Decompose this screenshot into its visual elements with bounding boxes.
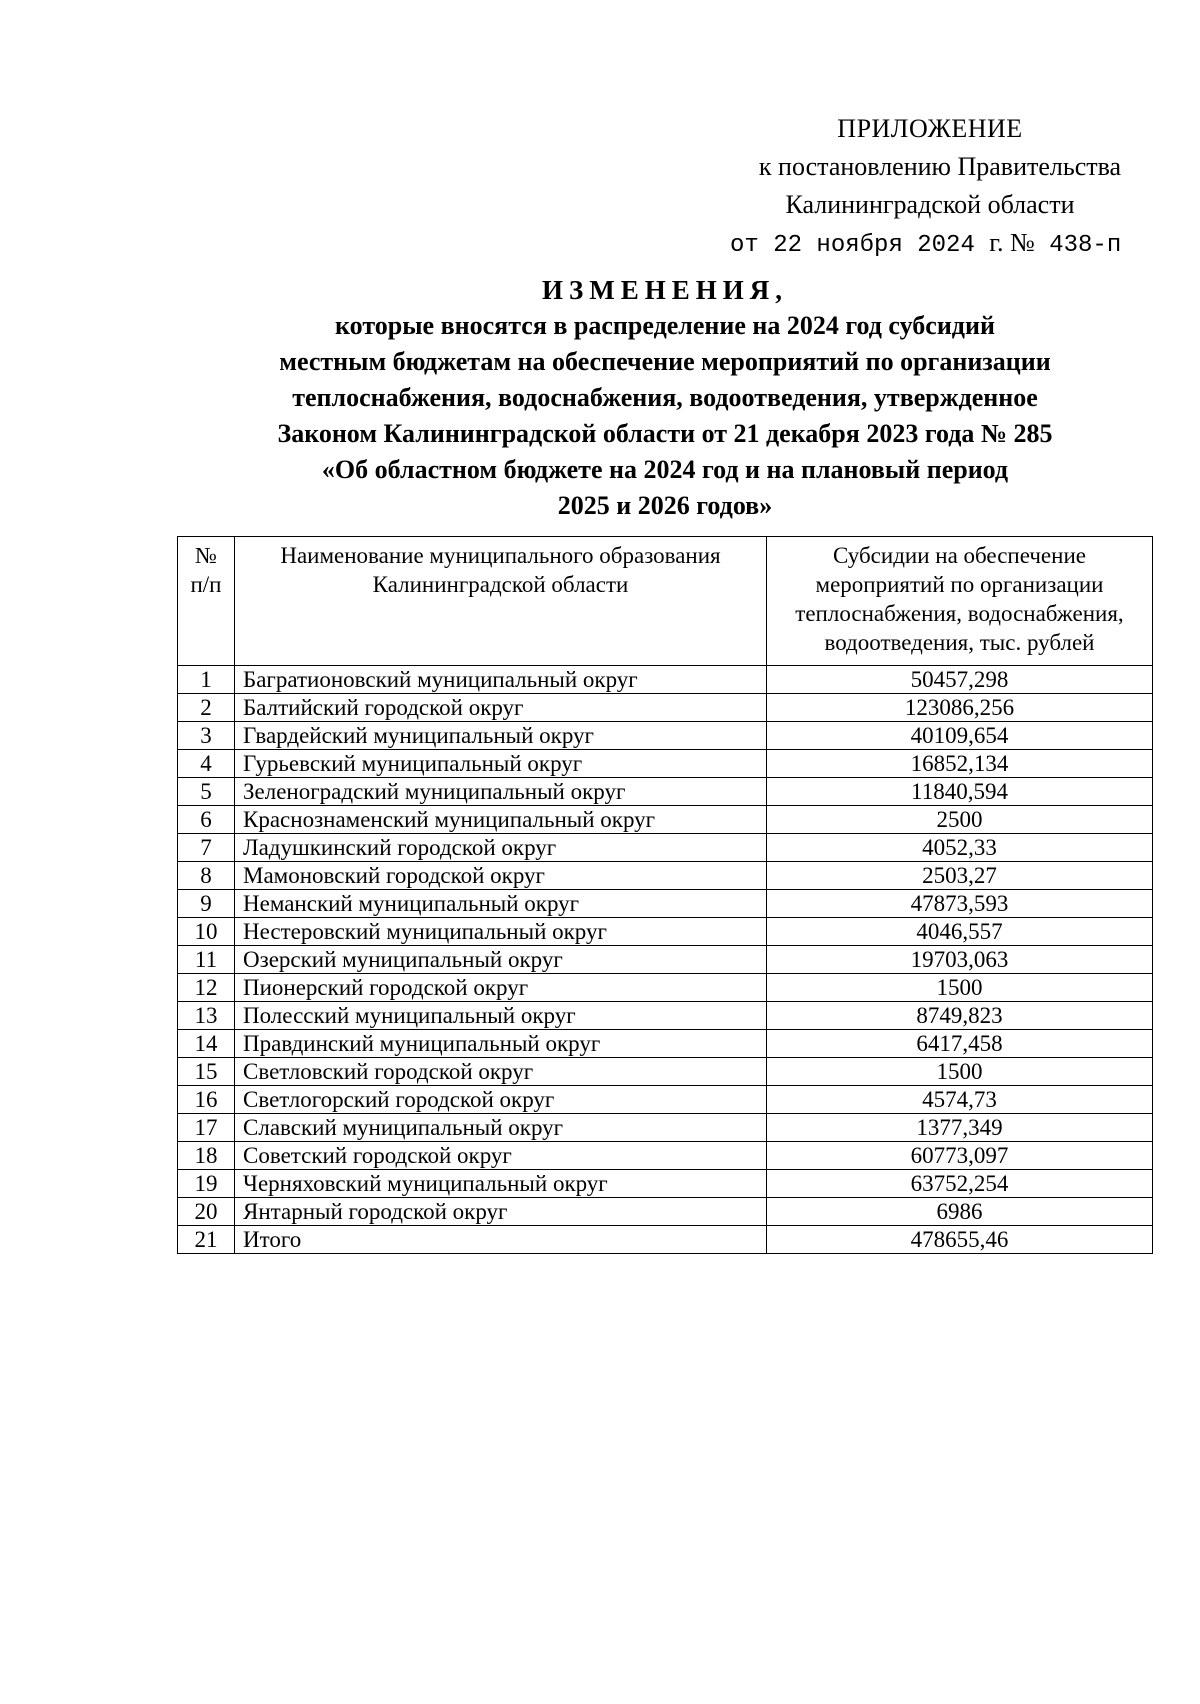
table-row (178, 1198, 1153, 1226)
table-row (178, 862, 1153, 890)
row-municipality: Светловский городской округ (235, 1058, 767, 1086)
subsidy-table (177, 536, 1153, 1254)
appendix-block (700, 110, 1160, 265)
table-row (178, 750, 1153, 778)
table-row (178, 1226, 1153, 1254)
row-municipality: Мамоновский городской округ (235, 862, 767, 890)
heading-line: которые вносятся в распределение на 2024 год субсидий (335, 311, 995, 340)
row-municipality: Гвардейский муниципальный округ (235, 722, 767, 750)
appendix-number: 438-п (1049, 232, 1122, 259)
heading-line: местным бюджетам на обеспечение мероприятий по организации (279, 347, 1051, 376)
table-row (178, 722, 1153, 750)
table-row (178, 1002, 1153, 1030)
row-number: 5 (178, 778, 235, 806)
row-municipality: Янтарный городской округ (235, 1198, 767, 1226)
header-subsidy-line: мероприятий по организации (815, 572, 1104, 597)
row-municipality: Неманский муниципальный округ (235, 890, 767, 918)
row-subsidy-value: 8749,823 (767, 1002, 1153, 1030)
table-row (178, 1114, 1153, 1142)
table-row (178, 666, 1153, 694)
row-subsidy-value: 2503,27 (767, 862, 1153, 890)
document-heading (160, 272, 1170, 524)
table-row (178, 946, 1153, 974)
row-municipality: Гурьевский муниципальный округ (235, 750, 767, 778)
row-municipality: Зеленоградский муниципальный округ (235, 778, 767, 806)
row-subsidy-value: 11840,594 (767, 778, 1153, 806)
row-number: 15 (178, 1058, 235, 1086)
header-subsidy (767, 537, 1153, 666)
heading-line: «Об областном бюджете на 2024 год и на плановый период (321, 455, 1009, 484)
row-subsidy-value: 6986 (767, 1198, 1153, 1226)
row-subsidy-value: 4052,33 (767, 834, 1153, 862)
row-municipality: Балтийский городской округ (235, 694, 767, 722)
row-municipality: Черняховский муниципальный округ (235, 1170, 767, 1198)
row-number: 20 (178, 1198, 235, 1226)
row-number: 8 (178, 862, 235, 890)
table-row (178, 1058, 1153, 1086)
row-municipality: Полесский муниципальный округ (235, 1002, 767, 1030)
row-number: 12 (178, 974, 235, 1002)
heading-line: теплоснабжения, водоснабжения, водоотведения, утвержденное (292, 383, 1038, 412)
row-number: 4 (178, 750, 235, 778)
row-subsidy-value: 19703,063 (767, 946, 1153, 974)
row-municipality: Славский муниципальный округ (235, 1114, 767, 1142)
row-number: 2 (178, 694, 235, 722)
header-municipality-line: Наименование муниципального образования (280, 543, 721, 568)
row-municipality: Светлогорский городской округ (235, 1086, 767, 1114)
table-row (178, 1030, 1153, 1058)
table-row (178, 918, 1153, 946)
row-subsidy-value: 60773,097 (767, 1142, 1153, 1170)
row-number: 19 (178, 1170, 235, 1198)
row-number: 18 (178, 1142, 235, 1170)
row-number: 3 (178, 722, 235, 750)
table-row (178, 1142, 1153, 1170)
row-subsidy-value: 40109,654 (767, 722, 1153, 750)
header-number-line: № (195, 543, 217, 568)
table-row (178, 778, 1153, 806)
row-number: 17 (178, 1114, 235, 1142)
row-municipality: Нестеровский муниципальный округ (235, 918, 767, 946)
row-subsidy-value: 4046,557 (767, 918, 1153, 946)
row-municipality: Краснознаменский муниципальный округ (235, 806, 767, 834)
header-number-line: п/п (190, 572, 222, 597)
row-subsidy-value: 1377,349 (767, 1114, 1153, 1142)
table-row (178, 1086, 1153, 1114)
row-municipality: Пионерский городской округ (235, 974, 767, 1002)
row-subsidy-value: 47873,593 (767, 890, 1153, 918)
row-subsidy-value: 63752,254 (767, 1170, 1153, 1198)
heading-line: 2025 и 2026 годов» (557, 491, 773, 520)
table-row (178, 834, 1153, 862)
appendix-date: 22 ноября 2024 (773, 232, 975, 259)
row-number: 13 (178, 1002, 235, 1030)
appendix-line-1: к постановлению Правительства (758, 152, 1122, 181)
row-number: 6 (178, 806, 235, 834)
table-body (178, 666, 1153, 1254)
heading-title: ИЗМЕНЕНИЯ, (541, 275, 788, 305)
row-subsidy-value: 1500 (767, 974, 1153, 1002)
heading-line: Законом Калининградской области от 21 декабря 2023 года № 285 (277, 419, 1053, 448)
header-municipality-line: Калининградской области (372, 572, 629, 597)
row-number: 16 (178, 1086, 235, 1114)
header-subsidy-line: водоотведения, тыс. рублей (824, 630, 1095, 655)
row-subsidy-value: 16852,134 (767, 750, 1153, 778)
row-subsidy-value: 1500 (767, 1058, 1153, 1086)
table-row (178, 806, 1153, 834)
row-municipality: Итого (235, 1226, 767, 1254)
appendix-date-line (700, 224, 1160, 265)
row-number: 11 (178, 946, 235, 974)
appendix-line-2: Калининградской области (785, 190, 1075, 219)
row-number: 9 (178, 890, 235, 918)
header-municipality (235, 537, 767, 666)
appendix-title: ПРИЛОЖЕНИЕ (837, 114, 1023, 143)
row-subsidy-value: 2500 (767, 806, 1153, 834)
row-number: 10 (178, 918, 235, 946)
row-number: 1 (178, 666, 235, 694)
header-number (178, 537, 235, 666)
row-number: 21 (178, 1226, 235, 1254)
row-subsidy-value: 123086,256 (767, 694, 1153, 722)
appendix-date-prefix: от (730, 232, 759, 259)
row-municipality: Правдинский муниципальный округ (235, 1030, 767, 1058)
row-municipality: Ладушкинский городской округ (235, 834, 767, 862)
table-row (178, 694, 1153, 722)
row-subsidy-value: 6417,458 (767, 1030, 1153, 1058)
row-municipality: Багратионовский муниципальный округ (235, 666, 767, 694)
appendix-date-suffix: г. № (989, 228, 1035, 257)
row-subsidy-value: 478655,46 (767, 1226, 1153, 1254)
row-subsidy-value: 50457,298 (767, 666, 1153, 694)
header-subsidy-line: теплоснабжения, водоснабжения, (795, 601, 1124, 626)
row-number: 7 (178, 834, 235, 862)
header-subsidy-line: Субсидии на обеспечение (833, 543, 1086, 568)
row-subsidy-value: 4574,73 (767, 1086, 1153, 1114)
table-header-row (178, 537, 1153, 666)
row-municipality: Озерский муниципальный округ (235, 946, 767, 974)
table-row (178, 974, 1153, 1002)
row-number: 14 (178, 1030, 235, 1058)
table-row (178, 1170, 1153, 1198)
row-municipality: Советский городской округ (235, 1142, 767, 1170)
table-row (178, 890, 1153, 918)
